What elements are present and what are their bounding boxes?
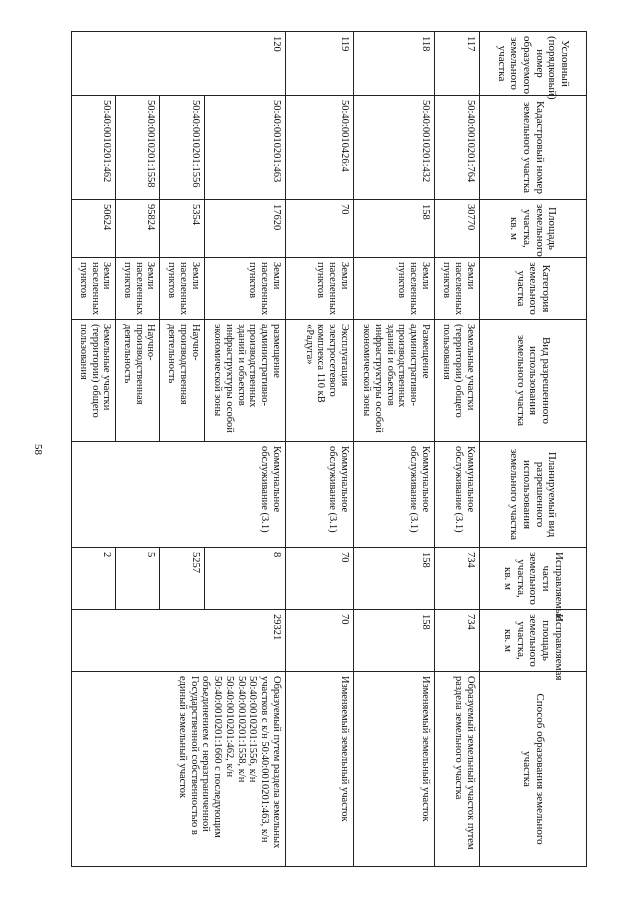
cell-planned: Коммунальное обслуживание (3.1) <box>285 442 353 548</box>
cell-category: Земли населенных пунктов <box>116 258 160 320</box>
cell-cad: 50:40:0010201:463 <box>204 96 285 200</box>
cell-parts: 70 <box>285 548 353 610</box>
cell-cad: 50:40:0010201:1558 <box>116 96 160 200</box>
cell-num: 118 <box>353 32 434 96</box>
cell-num: 117 <box>435 32 480 96</box>
cell-vri: размещение административно-производственных зданий и объектов инфраструктуры особой экономической зоны <box>204 320 285 442</box>
cell-method: Изменяемый земельный участок <box>353 672 434 867</box>
table-row <box>204 32 285 867</box>
header-cad: Кадастровый номер земельного участка <box>480 96 587 200</box>
cell-area: 30770 <box>435 200 480 258</box>
header-method: Способ образования земельного участка <box>480 672 587 867</box>
cell-planned: Коммунальное обслуживание (3.1) <box>353 442 434 548</box>
cell-method: Изменяемый земельный участок <box>285 672 353 867</box>
cell-planned: Коммунальное обслуживание (3.1) <box>72 442 286 548</box>
cell-category: Земли населенных пунктов <box>285 258 353 320</box>
cell-method: Образуемый путем раздела земельных участков с к/н 50:40:0010201:463, к/н 50:40:0010201:1556, к/н 50:40:0010201:1558, к/н 50:40:0010201:462, к/н 50:40:0010201:1660 с последующим объединением с неразграниченной Государственной собственностью в единый земельный участок <box>72 672 286 867</box>
header-fixed: Исправляемая площадь земельного участка, кв. м <box>480 610 587 672</box>
cell-fixed: 29321 <box>72 610 286 672</box>
cell-planned: Коммунальное обслуживание (3.1) <box>435 442 480 548</box>
cell-area: 95824 <box>116 200 160 258</box>
cell-cad: 50:40:0010201:1556 <box>160 96 204 200</box>
header-vri: Вид разрешенного использования земельного участка <box>480 320 587 442</box>
cell-cad: 50:40:0010201:764 <box>435 96 480 200</box>
cell-category: Земли населенных пунктов <box>160 258 204 320</box>
cell-vri: Научно-производственная деятельность <box>160 320 204 442</box>
header-planned: Планируемый вид разрешенного использования земельного участка <box>480 442 587 548</box>
cell-vri: Научно-производственная деятельность <box>116 320 160 442</box>
page-number: 58 <box>32 444 44 455</box>
cell-vri: Размещение административно-производственных зданий и объектов инфраструктуры особой экономической зоны <box>353 320 434 442</box>
cell-area: 5354 <box>160 200 204 258</box>
cell-cad: 50:40:0010426:4 <box>285 96 353 200</box>
cell-cad: 50:40:0010201:432 <box>353 96 434 200</box>
cell-parts: 2 <box>72 548 116 610</box>
cell-fixed: 70 <box>285 610 353 672</box>
cell-category: Земли населенных пунктов <box>72 258 116 320</box>
cell-parts: 8 <box>204 548 285 610</box>
cell-area: 70 <box>285 200 353 258</box>
header-num: Условный (порядковый) номер образуемого земельного участка <box>480 32 587 96</box>
cell-area: 17620 <box>204 200 285 258</box>
header-category: Категория земельного участка <box>480 258 587 320</box>
cell-category: Земли населенных пунктов <box>435 258 480 320</box>
header-area: Площадь земельного участка, кв. м <box>480 200 587 258</box>
cell-parts: 734 <box>435 548 480 610</box>
cell-parts: 5 <box>116 548 160 610</box>
cell-fixed: 158 <box>353 610 434 672</box>
table-row <box>285 32 353 867</box>
table-row <box>353 32 434 867</box>
cell-fixed: 734 <box>435 610 480 672</box>
cell-category: Земли населенных пунктов <box>204 258 285 320</box>
rotated-table-container <box>71 31 587 866</box>
cell-vri: Земельные участки (территории) общего пользования <box>435 320 480 442</box>
cell-method: Образуемый земельный участок путем раздела земельного участка <box>435 672 480 867</box>
cell-vri: Эксплуатация электросетевого комплекса 110 кВ «Радуга» <box>285 320 353 442</box>
cell-num: 120 <box>72 32 286 96</box>
header-row <box>480 32 587 867</box>
cell-parts: 158 <box>353 548 434 610</box>
cell-vri: Земельные участки (территории) общего пользования <box>72 320 116 442</box>
cell-num: 119 <box>285 32 353 96</box>
cell-area: 50624 <box>72 200 116 258</box>
cell-parts: 5257 <box>160 548 204 610</box>
land-plots-table <box>71 31 587 867</box>
table-row <box>435 32 480 867</box>
cell-category: Земли населенных пунктов <box>353 258 434 320</box>
header-parts: Исправляемые части земельного участка, кв. м <box>480 548 587 610</box>
cell-area: 158 <box>353 200 434 258</box>
cell-cad: 50:40:0010201:462 <box>72 96 116 200</box>
